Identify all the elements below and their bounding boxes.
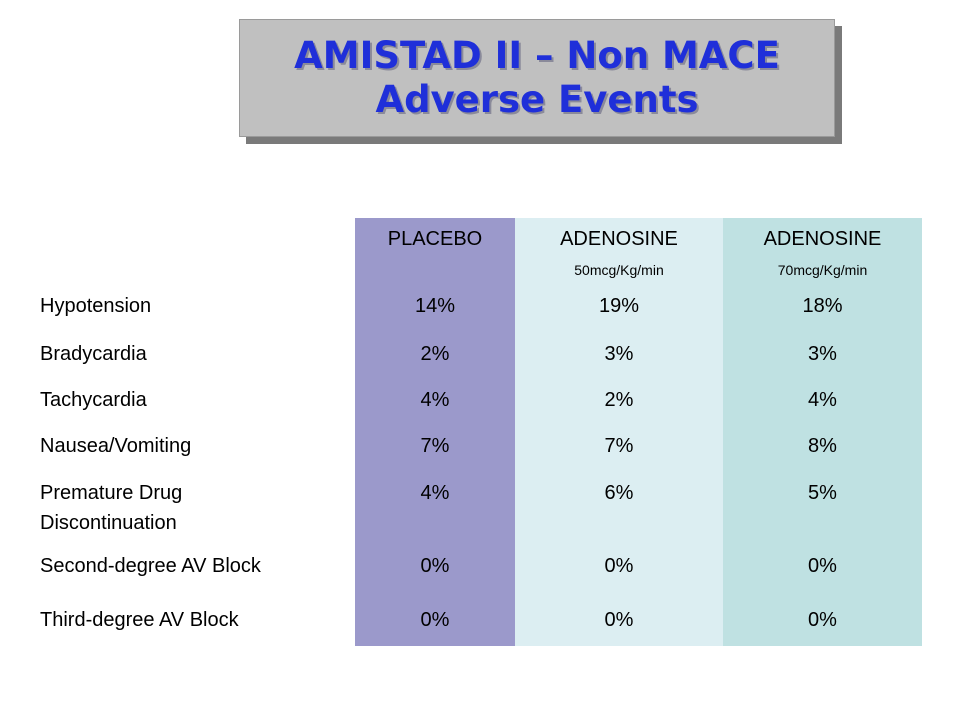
cell-nausea-placebo: 7%	[420, 435, 450, 457]
row-label-nausea-vomiting: Nausea/Vomiting	[40, 435, 192, 457]
cell-hypotension-placebo: 14%	[414, 295, 456, 317]
cell-second-degree-aden50: 0%	[604, 555, 634, 577]
cell-premature-aden70: 5%	[808, 482, 837, 504]
row-label-tachycardia: Tachycardia	[40, 389, 147, 411]
cell-hypotension-aden50: 19%	[598, 295, 640, 317]
cell-tachycardia-placebo: 4%	[420, 389, 450, 411]
header-adenosine-70: ADENOSINE	[763, 228, 882, 250]
row-label-third-degree-av-block: Third-degree AV Block	[40, 609, 239, 631]
header-placebo: PLACEBO	[387, 228, 483, 250]
cell-third-degree-aden50: 0%	[604, 609, 634, 631]
cell-bradycardia-aden50: 3%	[604, 343, 634, 365]
cell-third-degree-aden70: 0%	[808, 609, 837, 631]
adenosine-50-column	[515, 218, 723, 646]
slide-title-line-2: Adverse Events	[375, 78, 699, 121]
cell-nausea-aden70: 8%	[808, 435, 837, 457]
cell-nausea-aden50: 7%	[604, 435, 634, 457]
row-label-premature-line-2: Discontinuation	[40, 512, 177, 534]
cell-bradycardia-aden70: 3%	[808, 343, 837, 365]
cell-tachycardia-aden50: 2%	[604, 389, 634, 411]
row-label-premature-discontinuation	[40, 478, 300, 538]
row-label-premature-line-1: Premature Drug	[40, 482, 183, 504]
adenosine-70-column	[723, 218, 922, 646]
cell-second-degree-placebo: 0%	[420, 555, 450, 577]
cell-bradycardia-placebo: 2%	[420, 343, 450, 365]
cell-premature-aden50: 6%	[604, 482, 634, 504]
title-box	[239, 19, 835, 137]
row-label-hypotension: Hypotension	[40, 295, 152, 317]
cell-hypotension-aden70: 18%	[802, 295, 843, 317]
cell-third-degree-placebo: 0%	[420, 609, 450, 631]
cell-second-degree-aden70: 0%	[808, 555, 837, 577]
header-adenosine-70-dose: 70mcg/Kg/min	[777, 262, 868, 278]
row-label-second-degree-av-block: Second-degree AV Block	[40, 555, 261, 577]
row-label-bradycardia: Bradycardia	[40, 343, 147, 365]
header-adenosine-50: ADENOSINE	[560, 228, 678, 250]
slide-title-line-1: AMISTAD II – Non MACE	[294, 34, 780, 77]
placebo-column	[355, 218, 515, 646]
header-adenosine-50-dose: 50mcg/Kg/min	[574, 262, 664, 278]
cell-premature-placebo: 4%	[420, 482, 450, 504]
cell-tachycardia-aden70: 4%	[808, 389, 837, 411]
